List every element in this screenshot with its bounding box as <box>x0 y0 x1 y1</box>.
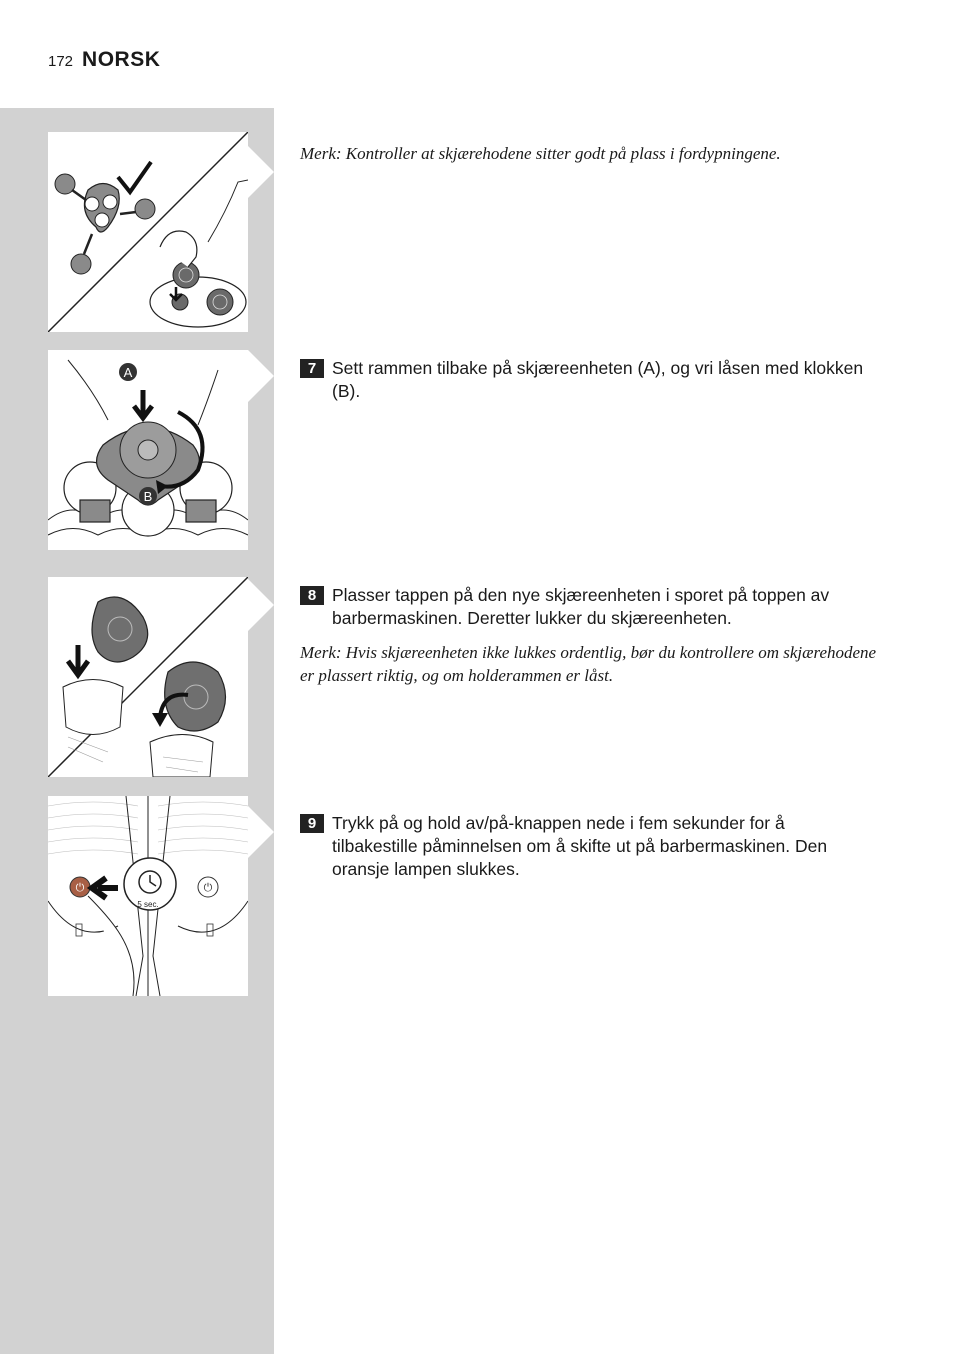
svg-text:⏻: ⏻ <box>75 881 85 894</box>
step-text: Sett rammen tilbake på skjæreenheten (A), og vri låsen med klokken (B). <box>332 358 864 401</box>
attach-unit-illustration <box>48 577 248 777</box>
label-a: A <box>123 365 133 380</box>
figure-shaving-heads-in-holder <box>48 132 248 332</box>
figure-reset-reminder <box>48 796 248 996</box>
timer-label: 5 sec. <box>137 900 159 909</box>
step-9 <box>300 812 880 881</box>
figure-attach-shaving-unit <box>48 577 248 777</box>
figure-pointer <box>248 806 274 858</box>
section-title: NORSK <box>82 48 161 71</box>
figure-rotate-lock <box>48 350 248 550</box>
figure-pointer <box>248 350 274 402</box>
shaving-heads-illustration <box>48 132 248 332</box>
step-7 <box>300 357 880 403</box>
note-shaving-heads: Merk: Kontroller at skjærehodene sitter godt på plass i fordypningene. <box>300 144 781 163</box>
page-header <box>48 48 160 72</box>
step-8 <box>300 584 880 630</box>
svg-text:⏻: ⏻ <box>203 881 213 894</box>
note-unit-closing: Merk: Hvis skjæreenheten ikke lukkes ordentlig, bør du kontrollere om skjærehodene er plassert riktig, og om holderammen er låst. <box>300 643 877 685</box>
checkmark-icon <box>118 162 151 192</box>
page-number: 172 <box>48 53 74 70</box>
rotate-lock-illustration <box>48 350 248 550</box>
step-text: Plasser tappen på den nye skjæreenheten i sporet på toppen av barbermaskinen. Deretter lukker du skjæreenheten. <box>332 585 830 628</box>
reset-reminder-illustration <box>48 796 248 996</box>
step-number: 9 <box>300 814 324 833</box>
step-number: 8 <box>300 586 324 605</box>
figure-pointer <box>248 579 274 631</box>
label-b: B <box>143 489 153 504</box>
step-text: Trykk på og hold av/på-knappen nede i fem sekunder for å tilbakestille påminnelsen om å skifte ut på barbermaskinen. Den oransje lampen slukkes. <box>332 813 828 879</box>
step-number: 7 <box>300 359 324 378</box>
figure-pointer <box>248 146 274 198</box>
